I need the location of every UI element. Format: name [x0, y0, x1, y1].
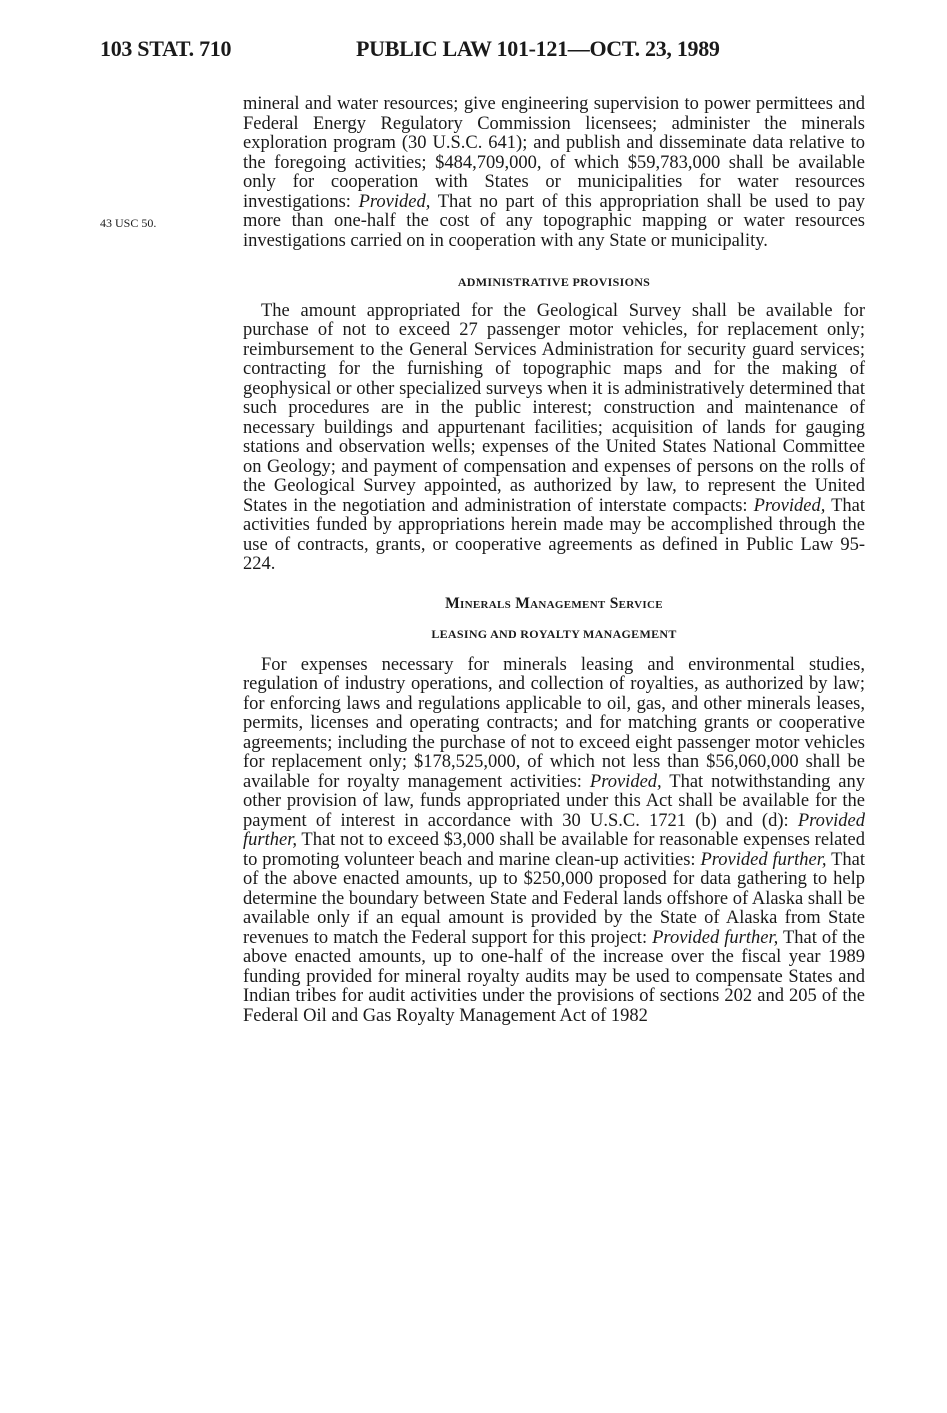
heading-administrative-provisions: ADMINISTRATIVE PROVISIONS	[457, 275, 651, 289]
paragraph-appropriation: mineral and water resources; give engineering supervision to power permittees and Federal Energy Regulatory Commission licensees; administer the minerals exploration program (30 U.S.C. 641); and publish and disseminate data relative to the foregoing activities; $484,709,000, of which $59,783,000 shall be available only for cooperation with States or municipalities for water resources investigations: Provided, That no part of this appropriation shall be used to pay more than one-half the cost of any topographic mapping or water resources investigations carried on in cooperation with any State or municipality.	[243, 94, 865, 251]
stat-reference: 103 STAT. 710	[100, 36, 232, 61]
heading-leasing-royalty: LEASING AND ROYALTY MANAGEMENT	[431, 627, 677, 641]
paragraph-administrative: The amount appropriated for the Geological Survey shall be available for purchase of not to exceed 27 passenger motor vehicles, for replacement only; reimbursement to the General Services Administration for security guard services; contracting for the furnishing of topographic maps and for the making of geophysical or other specialized surveys when it is administratively determined that such procedures are in the public interest; construction and maintenance of necessary buildings and appurtenant facilities; acquisition of lands for gauging stations and observation wells; expenses of the United States National Committee on Geology; and payment of compensation and expenses of persons on the rolls of the Geological Survey appointed, as authorized by law, to represent the United States in the negotiation and administration of interstate compacts: Provided, That activities funded by appropriations herein made may be accomplished through the use of contracts, grants, or cooperative agreements as defined in Public Law 95-224.	[243, 300, 865, 574]
page-title: PUBLIC LAW 101-121—OCT. 23, 1989	[356, 36, 720, 61]
heading-minerals-management-service: Minerals Management Service	[445, 594, 663, 612]
margin-citation: 43 USC 50.	[100, 216, 157, 230]
paragraph-leasing: For expenses necessary for minerals leasing and environmental studies, regulation of industry operations, and collection of royalties, as authorized by law; for enforcing laws and regulations applicable to oil, gas, and other minerals leases, permits, licenses and operating contracts; and for matching grants or cooperative agreements; including the purchase of not to exceed eight passenger motor vehicles for replacement only; $178,525,000, of which not less than $56,060,000 shall be available for royalty management activities: Provided, That notwithstanding any other provision of law, funds appropriated under this Act shall be available for the payment of interest in accordance with 30 U.S.C. 1721 (b) and (d): Provided further, That not to exceed $3,000 shall be available for reasonable expenses related to promoting volunteer beach and marine clean-up activities: Provided further, That of the above enacted amounts, up to $250,000 proposed for data gathering to help determine the boundary between State and Federal lands offshore of Alaska shall be available only if an equal amount is provided by the State of Alaska from State revenues to match the Federal support for this project: Provided further, That of the above enacted amounts, up to one-half of the increase over the fiscal year 1989 funding provided for mineral royalty audits may be used to compensate States and Indian tribes for audit activities under the provisions of sections 202 and 205 of the Federal Oil and Gas Royalty Management Act of 1982	[243, 654, 866, 1026]
document-body	[243, 95, 865, 1026]
